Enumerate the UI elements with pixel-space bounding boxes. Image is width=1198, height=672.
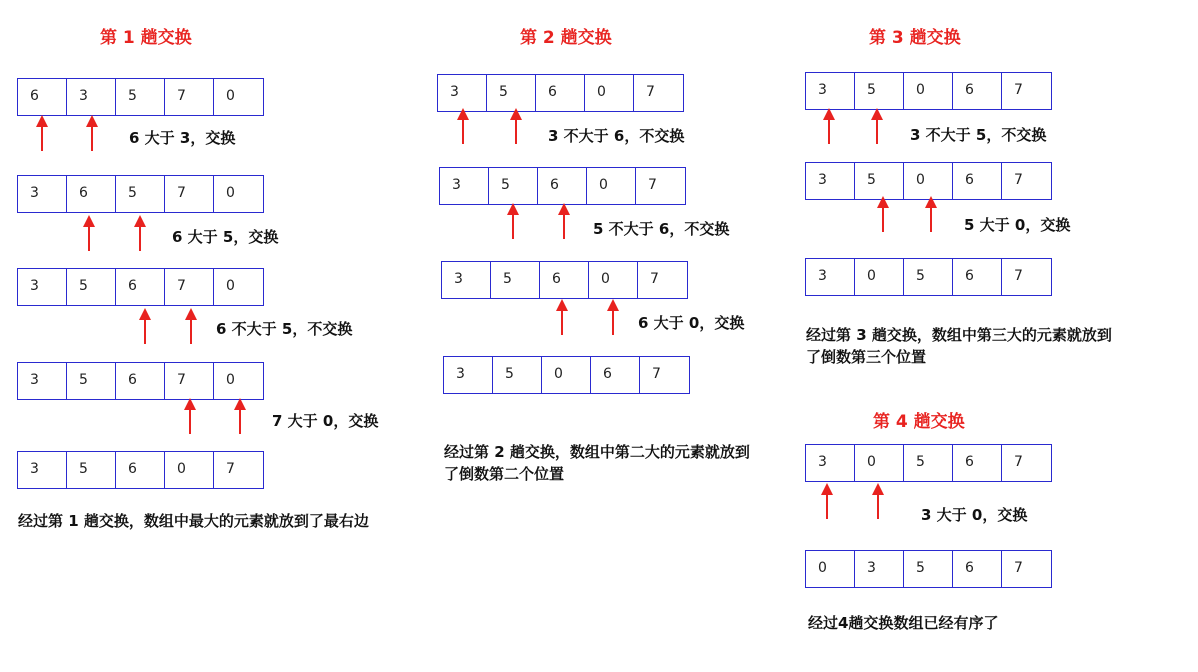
array-cell: 6	[116, 363, 165, 399]
array-cell: 5	[116, 79, 165, 115]
compare-arrow-icon	[606, 298, 620, 336]
pass3-note-step1: 3 不大于 5，不交换	[910, 126, 1047, 144]
array-cell: 0	[904, 73, 953, 109]
array-cell: 7	[165, 363, 214, 399]
pass2-note-step1: 3 不大于 6，不交换	[548, 127, 685, 145]
array-cell: 0	[226, 372, 235, 388]
array-cell: 3	[438, 75, 487, 111]
array-cell: 5	[493, 357, 542, 393]
array-cell: 3	[806, 73, 855, 109]
array-cell: 3	[440, 168, 489, 204]
array-cell: 3	[18, 452, 67, 488]
compare-arrow-icon	[820, 482, 834, 520]
array-cell: 7	[1014, 82, 1023, 98]
array-cell: 3	[18, 363, 67, 399]
compare-arrow-icon	[822, 107, 836, 145]
array-cell: 5	[67, 363, 116, 399]
array-cell: 7	[1014, 454, 1023, 470]
pass1-note-step2: 6 大于 5，交换	[172, 228, 279, 246]
array-cell: 5	[855, 163, 904, 199]
compare-arrow-icon	[555, 298, 569, 336]
pass3-array-step1	[805, 72, 1052, 110]
array-cell: 0	[904, 163, 953, 199]
compare-arrow-icon	[233, 397, 247, 435]
array-cell: 5	[487, 75, 536, 111]
pass3-title: 第 3 趟交换	[869, 28, 961, 48]
compare-arrow-icon	[506, 202, 520, 240]
array-cell: 7	[1014, 268, 1023, 284]
array-cell: 3	[855, 551, 904, 587]
array-cell: 6	[18, 79, 67, 115]
array-cell: 3	[806, 163, 855, 199]
compare-arrow-icon	[85, 114, 99, 152]
array-cell: 6	[953, 259, 1002, 295]
pass4-summary: 经过4趟交换数组已经有序了	[808, 614, 999, 632]
compare-arrow-icon	[557, 202, 571, 240]
array-cell: 7	[165, 269, 214, 305]
pass1-note-step4: 7 大于 0，交换	[272, 412, 379, 430]
array-cell: 3	[444, 357, 493, 393]
array-cell: 7	[648, 177, 657, 193]
pass1-array-step2	[17, 175, 264, 213]
compare-arrow-icon	[35, 114, 49, 152]
array-cell: 6	[540, 262, 589, 298]
pass3-summary-line2: 了倒数第三个位置	[806, 348, 927, 366]
compare-arrow-icon	[870, 107, 884, 145]
array-cell: 7	[1014, 172, 1023, 188]
compare-arrow-icon	[183, 397, 197, 435]
array-cell: 0	[165, 452, 214, 488]
compare-arrow-icon	[456, 107, 470, 145]
array-cell: 0	[589, 262, 638, 298]
pass1-array-step4	[17, 362, 264, 400]
pass2-note-step2: 5 不大于 6，不交换	[593, 220, 730, 238]
array-cell: 5	[855, 73, 904, 109]
pass2-summary-line2: 了倒数第二个位置	[444, 465, 565, 483]
array-cell: 6	[67, 176, 116, 212]
array-cell: 0	[226, 278, 235, 294]
array-cell: 6	[116, 269, 165, 305]
pass2-title: 第 2 趟交换	[520, 28, 612, 48]
array-cell: 7	[646, 84, 655, 100]
array-cell: 6	[953, 163, 1002, 199]
pass2-array-step2	[439, 167, 686, 205]
pass3-array-result	[805, 258, 1052, 296]
compare-arrow-icon	[184, 307, 198, 345]
array-cell: 7	[650, 271, 659, 287]
array-cell: 5	[904, 551, 953, 587]
pass1-array-step1	[17, 78, 264, 116]
pass4-array-result	[805, 550, 1052, 588]
pass3-note-step2: 5 大于 0，交换	[964, 216, 1071, 234]
compare-arrow-icon	[871, 482, 885, 520]
pass2-summary	[444, 441, 750, 485]
array-cell: 3	[806, 259, 855, 295]
compare-arrow-icon	[133, 214, 147, 252]
array-cell: 0	[585, 75, 634, 111]
pass1-summary: 经过第 1 趟交换，数组中最大的元素就放到了最右边	[18, 512, 369, 530]
pass4-note-step1: 3 大于 0，交换	[921, 506, 1028, 524]
array-cell: 3	[18, 269, 67, 305]
array-cell: 5	[489, 168, 538, 204]
array-cell: 6	[116, 452, 165, 488]
array-cell: 0	[855, 445, 904, 481]
array-cell: 5	[904, 259, 953, 295]
array-cell: 6	[953, 551, 1002, 587]
array-cell: 6	[953, 445, 1002, 481]
pass4-title: 第 4 趟交换	[873, 412, 965, 432]
pass2-note-step3: 6 大于 0，交换	[638, 314, 745, 332]
pass2-array-step3	[441, 261, 688, 299]
array-cell: 3	[18, 176, 67, 212]
compare-arrow-icon	[509, 107, 523, 145]
pass1-note-step1: 6 大于 3，交换	[129, 129, 236, 147]
compare-arrow-icon	[138, 307, 152, 345]
array-cell: 3	[806, 445, 855, 481]
array-cell: 5	[904, 445, 953, 481]
array-cell: 5	[116, 176, 165, 212]
array-cell: 0	[542, 357, 591, 393]
array-cell: 6	[536, 75, 585, 111]
pass1-title: 第 1 趟交换	[100, 28, 192, 48]
array-cell: 7	[165, 79, 214, 115]
array-cell: 0	[587, 168, 636, 204]
array-cell: 6	[591, 357, 640, 393]
array-cell: 0	[855, 259, 904, 295]
array-cell: 5	[491, 262, 540, 298]
pass1-array-step3	[17, 268, 264, 306]
pass2-summary-line1: 经过第 2 趟交换，数组中第二大的元素就放到	[444, 443, 750, 461]
array-cell: 7	[1014, 560, 1023, 576]
array-cell: 0	[226, 185, 235, 201]
array-cell: 3	[442, 262, 491, 298]
pass1-array-result	[17, 451, 264, 489]
array-cell: 5	[67, 269, 116, 305]
array-cell: 5	[67, 452, 116, 488]
array-cell: 7	[165, 176, 214, 212]
pass2-array-step1	[437, 74, 684, 112]
pass3-summary-line1: 经过第 3 趟交换，数组中第三大的元素就放到	[806, 326, 1112, 344]
pass2-array-result	[443, 356, 690, 394]
pass3-summary	[806, 324, 1112, 368]
compare-arrow-icon	[82, 214, 96, 252]
pass4-array-step1	[805, 444, 1052, 482]
array-cell: 0	[226, 88, 235, 104]
array-cell: 6	[953, 73, 1002, 109]
array-cell: 0	[806, 551, 855, 587]
pass1-note-step3: 6 不大于 5，不交换	[216, 320, 353, 338]
array-cell: 7	[226, 461, 235, 477]
array-cell: 6	[538, 168, 587, 204]
compare-arrow-icon	[924, 195, 938, 233]
compare-arrow-icon	[876, 195, 890, 233]
array-cell: 7	[652, 366, 661, 382]
array-cell: 3	[67, 79, 116, 115]
